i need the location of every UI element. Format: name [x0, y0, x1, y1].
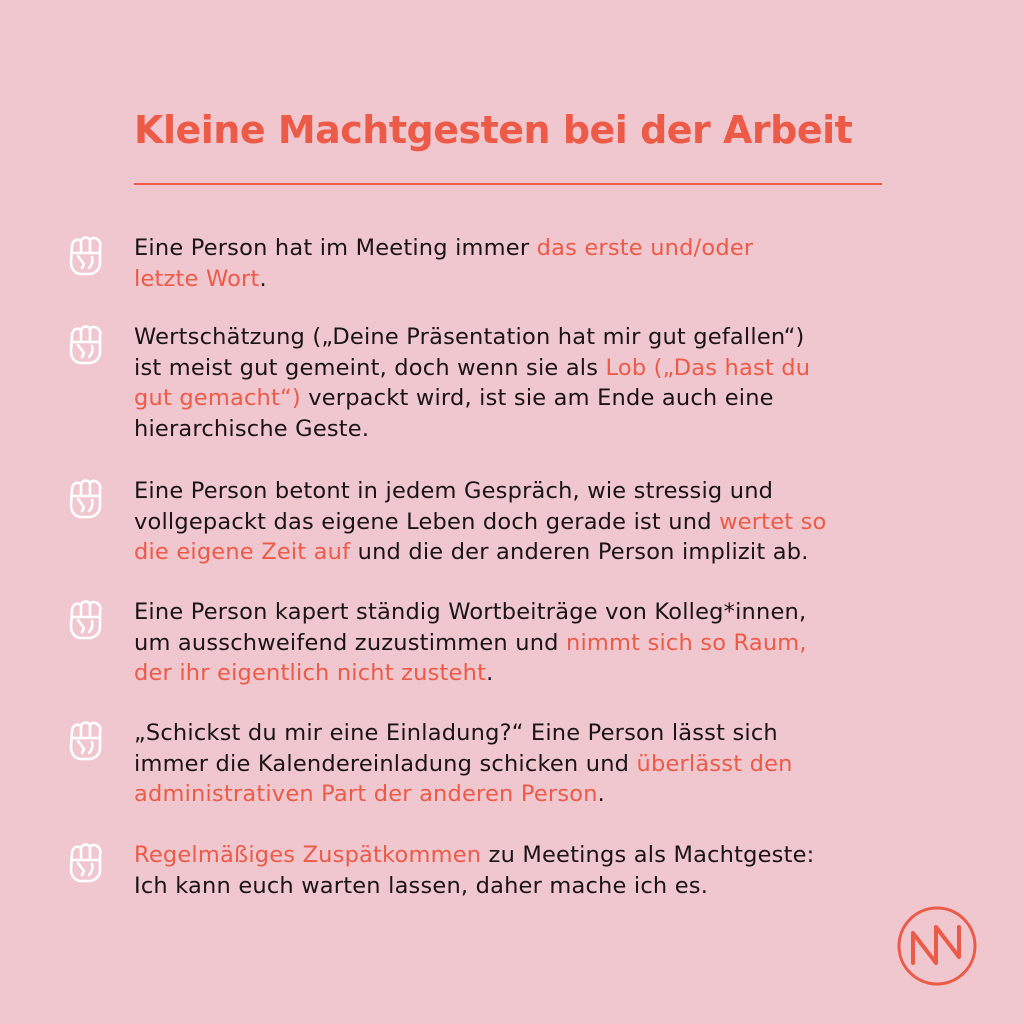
- fist-icon: [64, 233, 106, 277]
- body-text: „Schickst du mir eine Einladung?“ Eine Person lässt sich: [134, 720, 778, 746]
- fist-icon: [64, 322, 106, 366]
- body-text: Wertschätzung („Deine Präsentation hat mir gut gefallen“): [134, 324, 805, 350]
- highlighted-text: gut gemacht“): [134, 385, 301, 411]
- body-text: vollgepackt das eigene Leben doch gerade ist und: [134, 508, 720, 535]
- highlighted-text: die eigene Zeit auf: [134, 539, 351, 565]
- body-text: .: [486, 660, 494, 686]
- title-divider: [134, 183, 882, 185]
- body-text: Eine Person betont in jedem Gespräch, wie stressig und: [134, 478, 774, 504]
- item-text: [134, 322, 894, 444]
- body-text: .: [259, 265, 267, 292]
- highlighted-text: das erste und/oder: [536, 235, 754, 261]
- page-title: Kleine Machtgesten bei der Arbeit: [134, 108, 853, 152]
- highlighted-text: wertet so: [719, 508, 827, 535]
- item-text: [134, 597, 894, 689]
- fist-icon: [64, 718, 106, 762]
- item-text: [134, 718, 894, 810]
- fist-icon: [64, 476, 106, 520]
- body-text: zu Meetings als Machtgeste:: [481, 842, 815, 868]
- item-text: [134, 233, 894, 294]
- body-text: Eine Person kapert ständig Wortbeiträge von Kolleg*innen,: [134, 599, 807, 625]
- body-text: verpackt wird, ist sie am Ende auch eine: [300, 385, 774, 411]
- highlighted-text: Lob („Das hast du: [605, 354, 811, 381]
- body-text: hierarchische Geste.: [134, 415, 370, 442]
- highlighted-text: überlässt den: [636, 750, 793, 777]
- fist-icon: [64, 840, 106, 884]
- body-text: Eine Person hat im Meeting immer: [134, 235, 537, 261]
- body-text: .: [597, 781, 606, 807]
- highlighted-text: letzte Wort: [134, 265, 260, 292]
- highlighted-text: der ihr eigentlich nicht zusteht: [134, 660, 487, 686]
- highlighted-text: nimmt sich so Raum,: [566, 629, 807, 656]
- body-text: um ausschweifend zuzustimmen und: [134, 629, 566, 656]
- nn-logo: [896, 905, 978, 987]
- body-text: ist meist gut gemeint, doch wenn sie als: [134, 354, 606, 381]
- body-text: immer die Kalendereinladung schicken und: [134, 750, 637, 777]
- highlighted-text: Regelmäßiges Zuspätkommen: [134, 842, 482, 868]
- body-text: Ich kann euch warten lassen, daher mache ich es.: [134, 872, 709, 899]
- item-text: [134, 840, 894, 901]
- fist-icon: [64, 597, 106, 641]
- item-text: [134, 476, 894, 568]
- highlighted-text: administrativen Part der anderen Person: [134, 781, 598, 807]
- body-text: und die der anderen Person implizit ab.: [350, 539, 809, 565]
